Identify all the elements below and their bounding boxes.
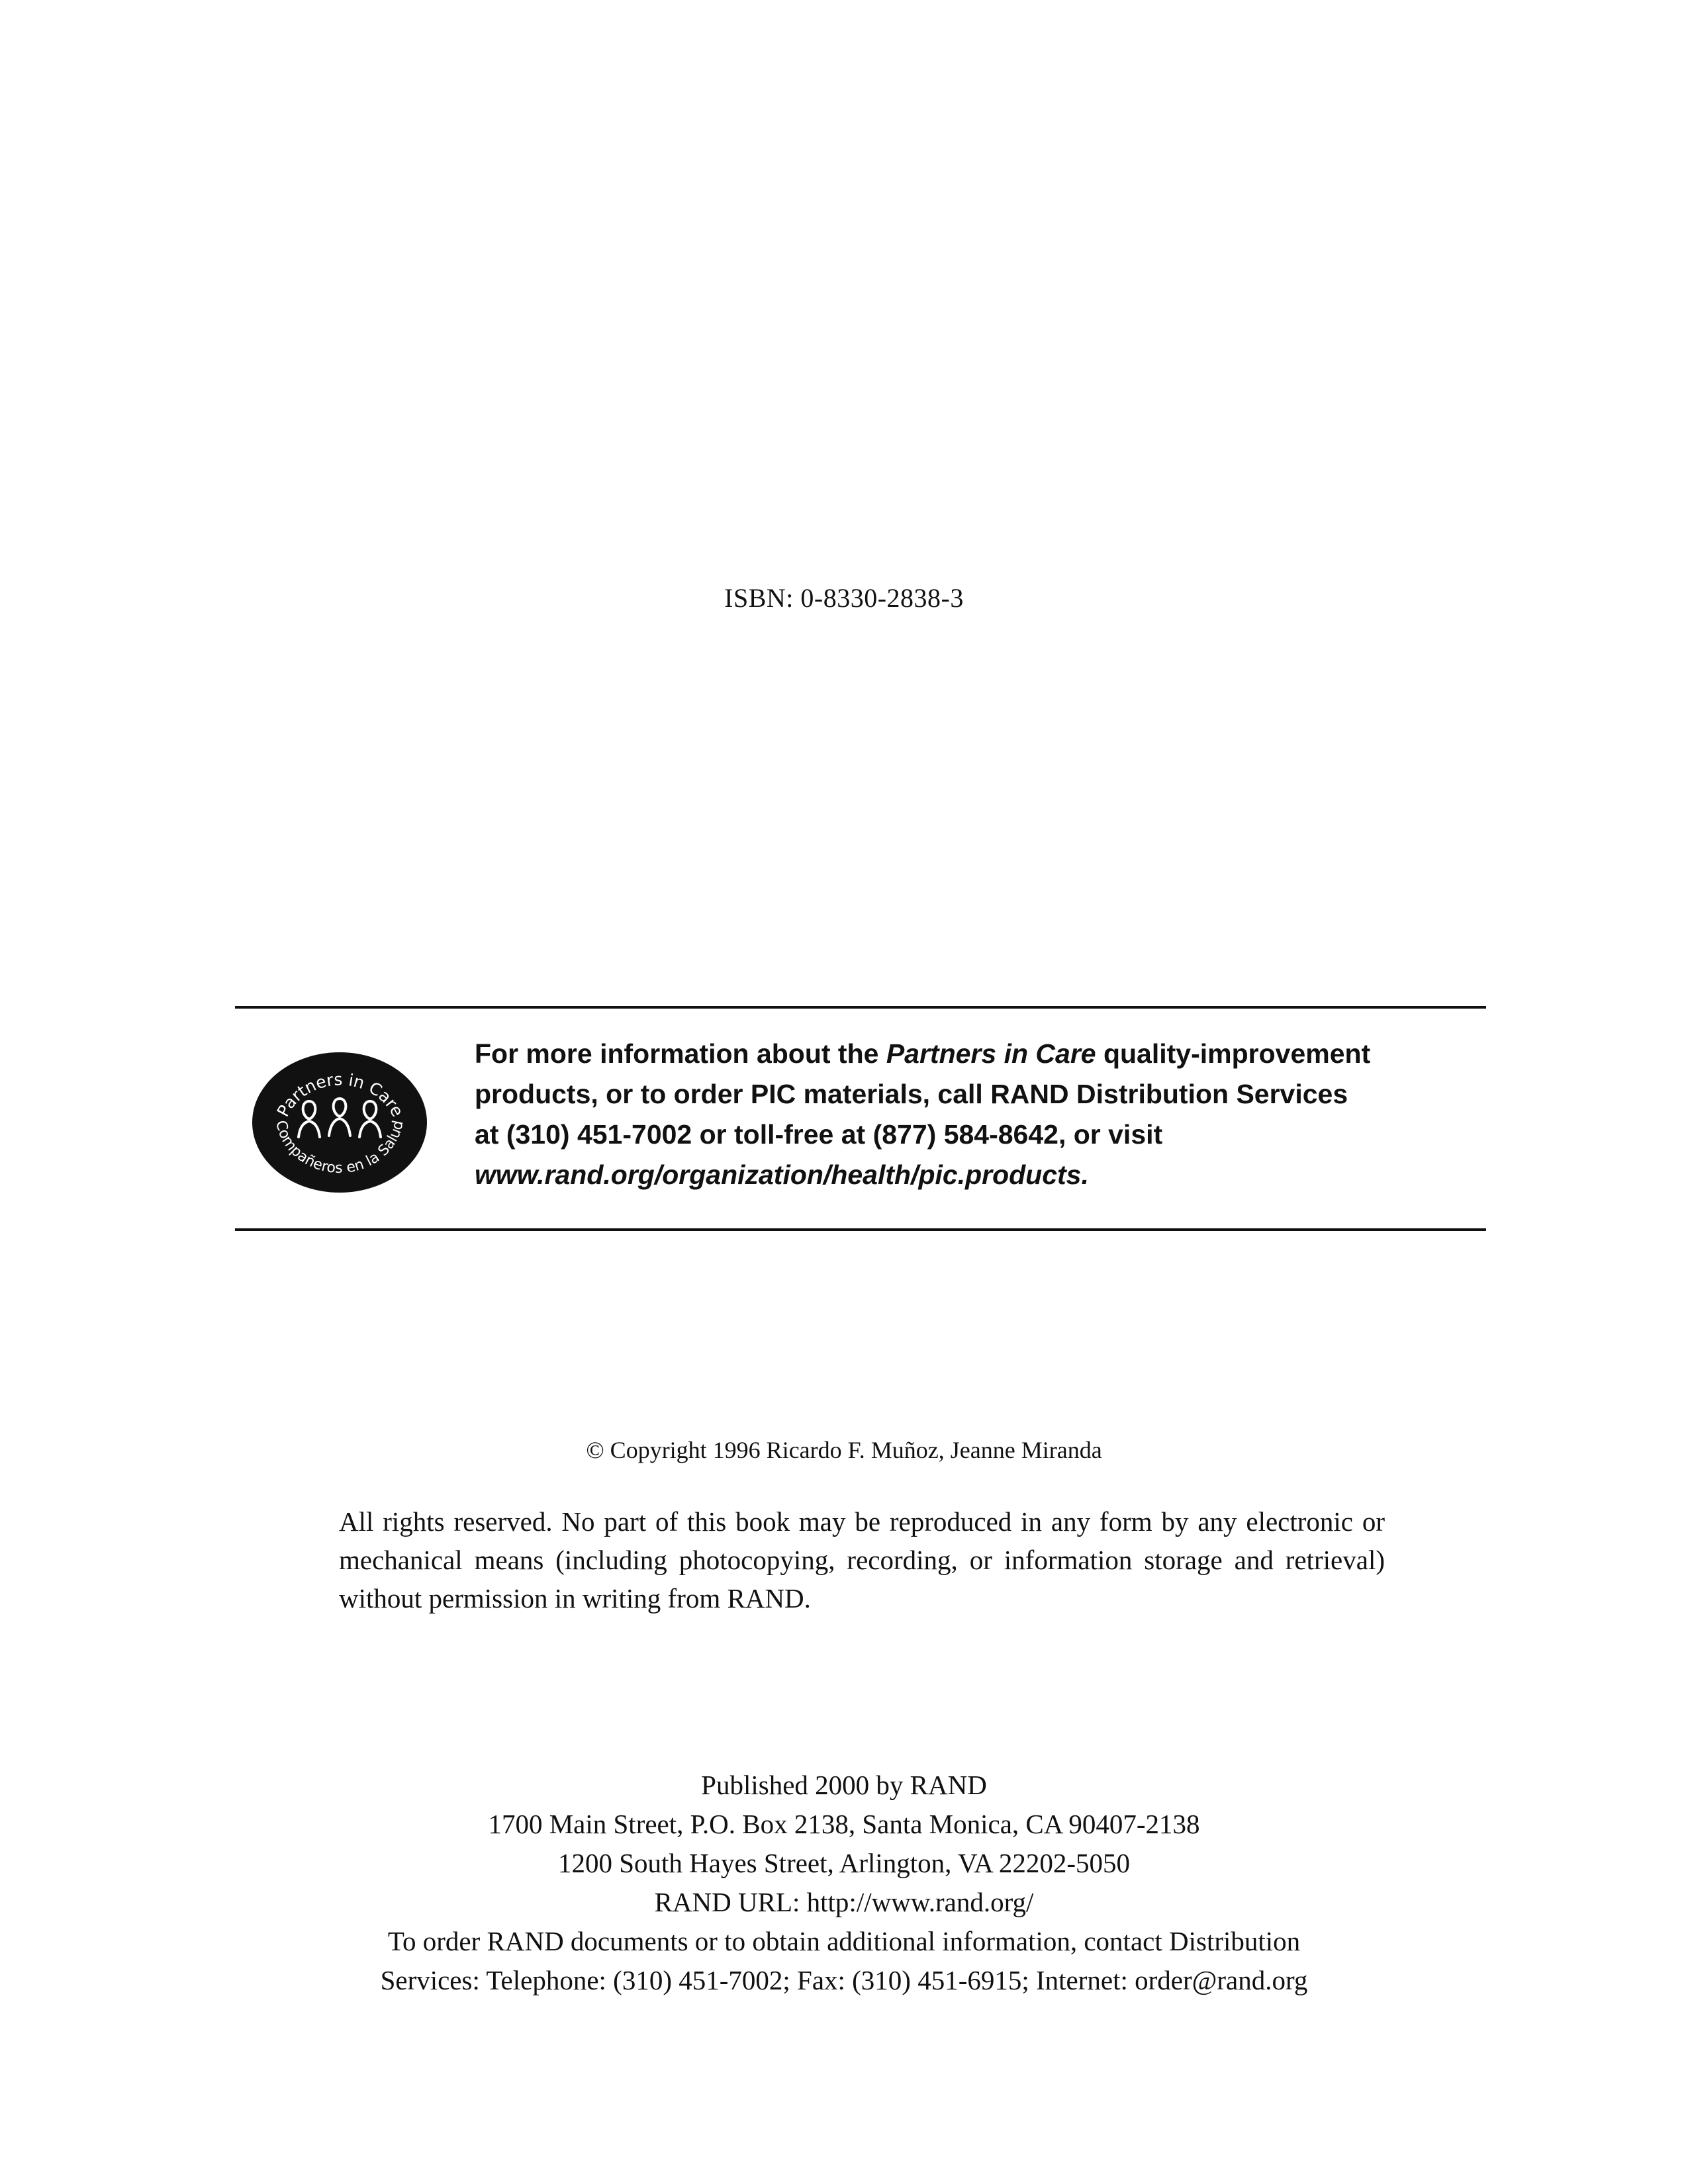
info-line-1 (475, 1034, 1468, 1074)
publisher-block (0, 1766, 1688, 2000)
publisher-line-4: RAND URL: http://www.rand.org/ (654, 1887, 1034, 1917)
info-line-3: at (310) 451-7002 or toll-free at (877) 584-8642, or visit (475, 1119, 1163, 1150)
publisher-line-6: Services: Telephone: (310) 451-7002; Fax: (310) 451-6915; Internet: order@rand.org (380, 1965, 1308, 1995)
publisher-line-3: 1200 South Hayes Street, Arlington, VA 22202-5050 (557, 1848, 1131, 1878)
publisher-line-5: To order RAND documents or to obtain additional information, contact Distribution (387, 1926, 1301, 1956)
publisher-line-2: 1700 Main Street, P.O. Box 2138, Santa Monica, CA 90407-2138 (488, 1809, 1200, 1839)
logo-text-bottom: Compañeros en la Salud (272, 1118, 407, 1177)
partners-in-care-logo (250, 1050, 430, 1195)
isbn-line: ISBN: 0-8330-2838-3 (724, 583, 964, 613)
pic-products-url: www.rand.org/organization/health/pic.products. (475, 1160, 1089, 1190)
info-line-1-prefix: For more information about the (475, 1038, 886, 1069)
rights-paragraph: All rights reserved. No part of this book may be reproduced in any form by any electronic or mechanical means (including photocopying, recording, or information storage and retrieval) without permission in writing from RAND. (339, 1506, 1385, 1614)
info-box (235, 1006, 1486, 1231)
info-paragraph (475, 1034, 1468, 1195)
publisher-line-1: Published 2000 by RAND (701, 1770, 987, 1800)
info-line-1-suffix: quality-improvement (1096, 1038, 1371, 1069)
partners-in-care-title: Partners in Care (886, 1038, 1096, 1069)
copyright-line: © Copyright 1996 Ricardo F. Muñoz, Jeanne Miranda (586, 1437, 1102, 1463)
info-line-2: products, or to order PIC materials, call RAND Distribution Services (475, 1079, 1348, 1109)
logo-text-top: Partners in Care (273, 1069, 408, 1120)
